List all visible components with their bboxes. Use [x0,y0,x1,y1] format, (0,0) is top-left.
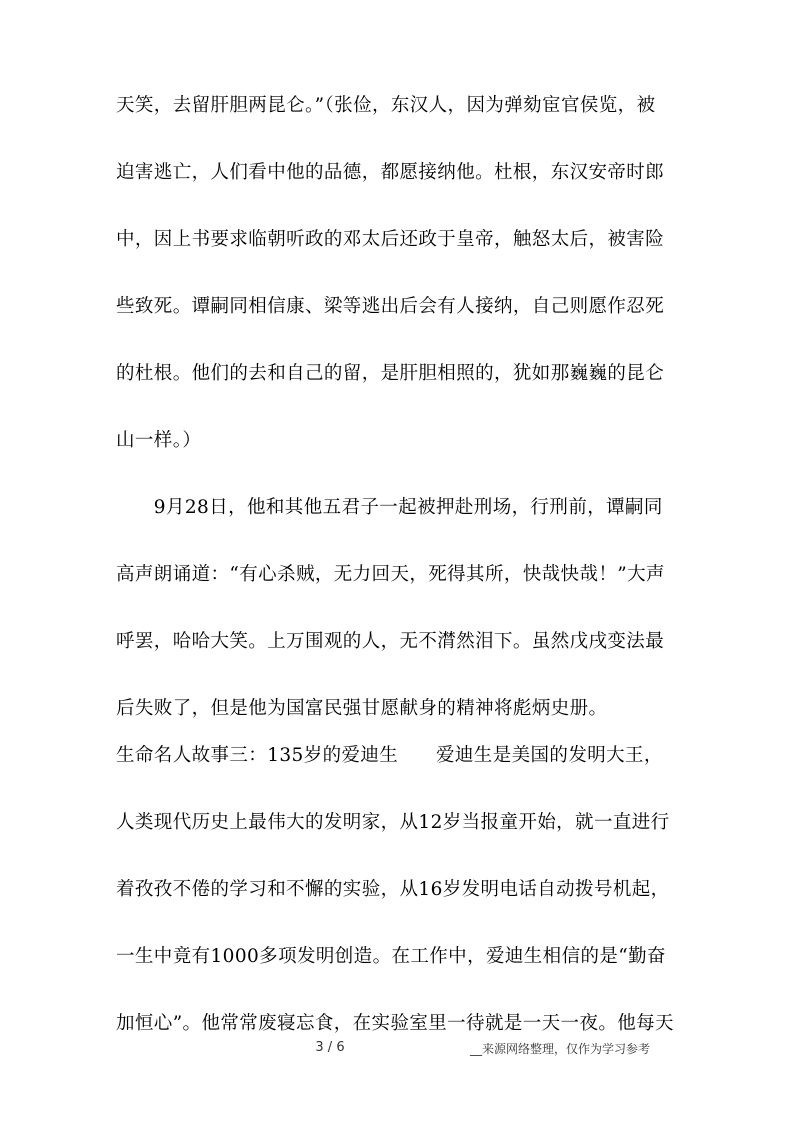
text-line-2: 迫害逃亡，人们看中他的品德，都愿接纳他。杜根，东汉安帝时郎 [116,162,665,183]
text-line-4: 些致死。谭嗣同相信康、梁等逃出后会有人接纳，自己则愿作忍死 [116,296,665,317]
text-line-15: 加恒心”。他常常废寝忘食，在实验室里一待就是一天一夜。他每天 [116,1013,674,1034]
text-line-6: 山一样。） [116,430,202,451]
text-line-14: 一生中竟有1000多项发明创造。在工作中，爱迪生相信的是“勤奋 [116,946,666,967]
text-line-9: 呼罢，哈哈大笑。上万围观的人，无不潸然泪下。虽然戊戌变法最 [116,631,665,652]
text-line-11: 生命名人故事三：135岁的爱迪生 爱迪生是美国的发明大王， [116,745,663,766]
text-line-5: 的杜根。他们的去和自己的留，是肝胆相照的，犹如那巍巍的昆仑 [116,363,665,384]
text-line-1: 天笑，去留肝胆两昆仑。”（张俭，东汉人，因为弹劾宦官侯览，被 [116,95,656,116]
text-line-7: 9月28日，他和其他五君子一起被押赴刑场，行刑前，谭嗣同 [116,497,663,518]
text-line-3: 中，因上书要求临朝听政的邓太后还政于皇帝，触怒太后，被害险 [116,229,665,250]
text-line-13: 着孜孜不倦的学习和不懈的实验，从16岁发明电话自动拨号机起， [116,879,670,900]
source-note: __来源网络整理，仅作为学习参考 [470,1042,651,1056]
text-line-12: 人类现代历史上最伟大的发明家，从12岁当报童开始，就一直进行 [116,812,670,833]
text-line-10: 后失败了，但是他为国富民强甘愿献身的精神将彪炳史册。 [116,698,608,719]
text-line-8: 高声朗诵道：“有心杀贼，无力回天，死得其所，快哉快哉！”大声 [116,564,665,585]
page-number: 3 / 6 [315,1040,345,1055]
